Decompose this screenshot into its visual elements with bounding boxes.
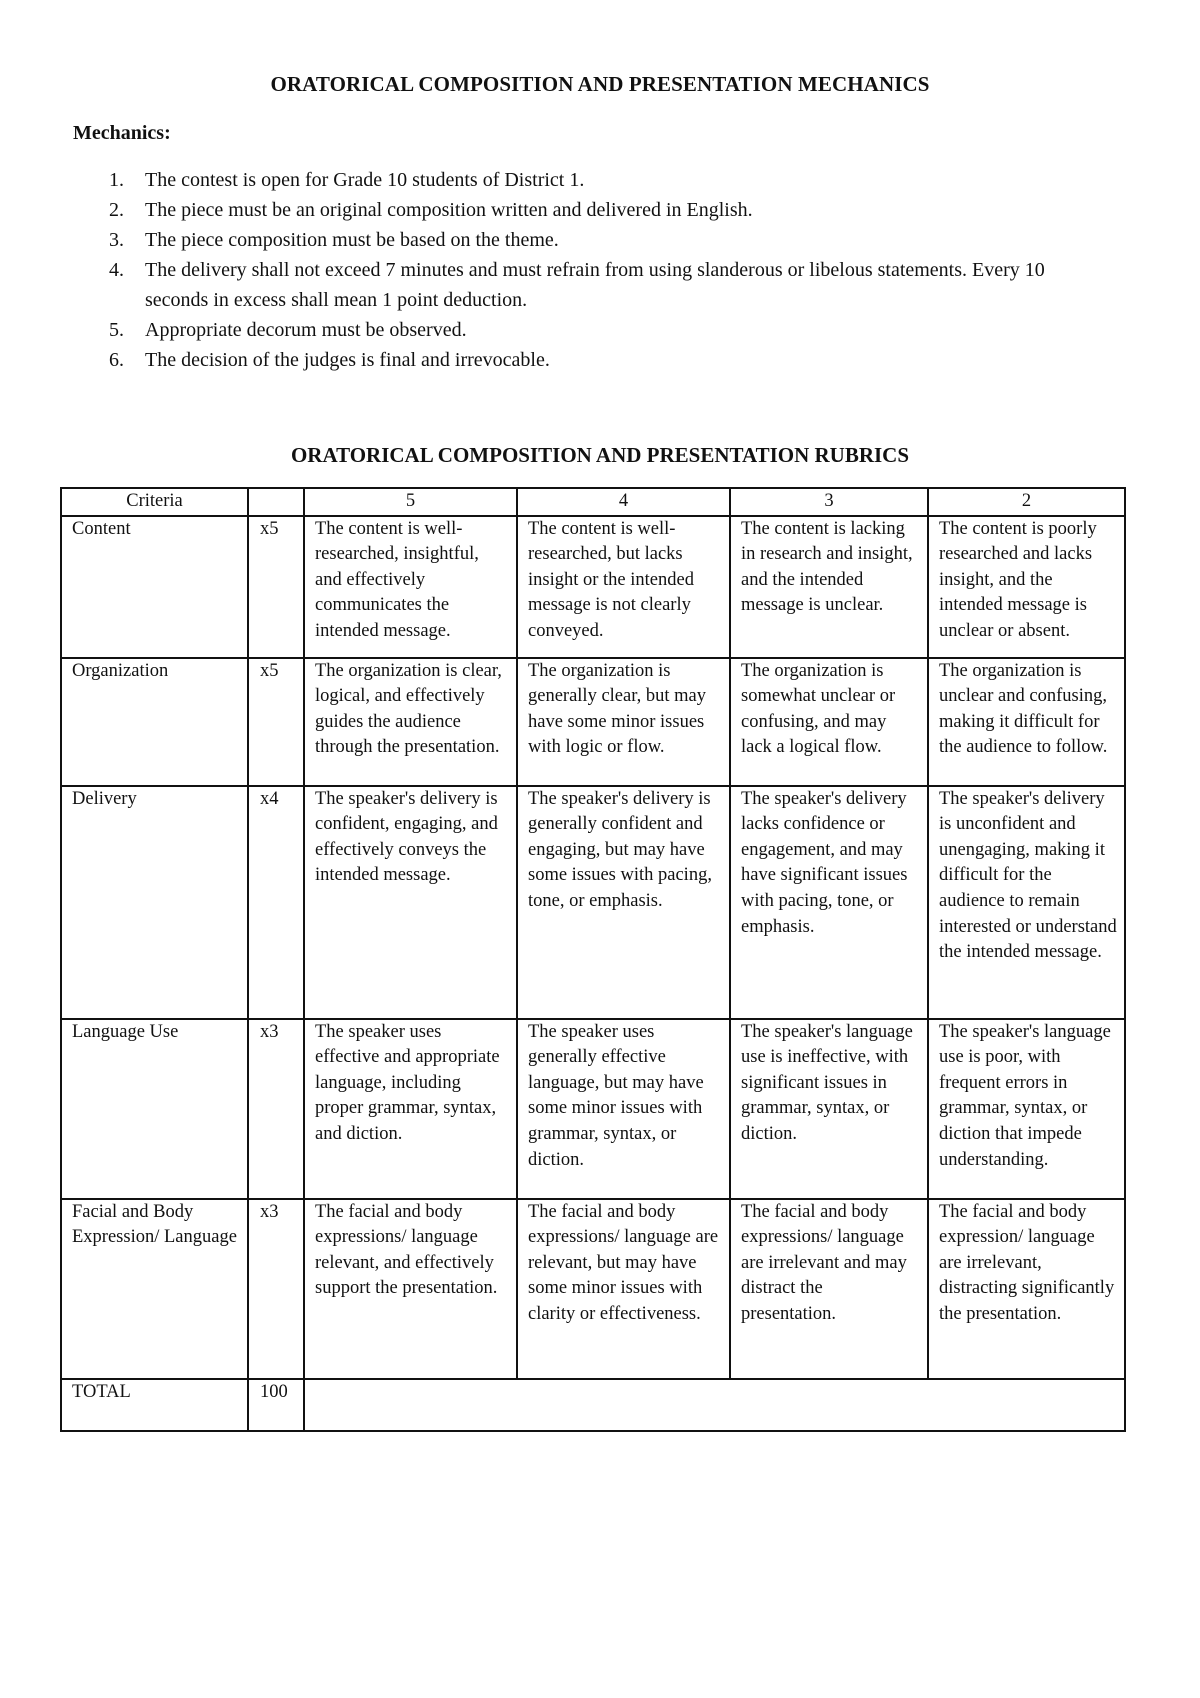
score-3-cell: The organization is somewhat unclear or confusing, and may lack a logical flow. [730, 658, 928, 786]
criteria-cell: Language Use [61, 1019, 248, 1199]
mechanics-item [73, 165, 1073, 195]
mechanics-title: ORATORICAL COMPOSITION AND PRESENTATION MECHANICS [270, 72, 930, 96]
score-5-cell: The speaker's delivery is confident, engaging, and effectively conveys the intended message. [304, 786, 517, 1019]
item-text: The contest is open for Grade 10 students of District 1. [145, 169, 585, 191]
item-number: 5. [109, 319, 124, 341]
score-2-cell: The speaker's delivery is unconfident and unengaging, making it difficult for the audience to remain interested or understand the intended message. [928, 786, 1125, 1019]
header-score-5: 5 [304, 488, 517, 516]
table-row [61, 516, 1125, 658]
table-row [61, 658, 1125, 786]
header-score-4: 4 [517, 488, 730, 516]
score-3-cell: The facial and body expressions/ language are irrelevant and may distract the presentation. [730, 1199, 928, 1379]
criteria-cell: Delivery [61, 786, 248, 1019]
score-2-cell: The organization is unclear and confusing, making it difficult for the audience to follow. [928, 658, 1125, 786]
score-3-cell: The content is lacking in research and insight, and the intended message is unclear. [730, 516, 928, 658]
total-value: 100 [248, 1379, 304, 1431]
rubrics-table [60, 487, 1126, 1432]
item-number: 1. [109, 169, 124, 191]
mechanics-item [73, 345, 1073, 375]
table-header-row [61, 488, 1125, 516]
item-text: The piece must be an original composition written and delivered in English. [145, 199, 753, 221]
table-row [61, 786, 1125, 1019]
header-score-2: 2 [928, 488, 1125, 516]
item-text: The delivery shall not exceed 7 minutes and must refrain from using slanderous or libelous statements. Every 10 seconds in excess shall mean 1 point deduction. [145, 259, 1045, 311]
item-number: 3. [109, 229, 124, 251]
mechanics-item [73, 195, 1073, 225]
item-text: The decision of the judges is final and irrevocable. [145, 349, 550, 371]
multiplier-cell: x5 [248, 516, 304, 658]
item-text: Appropriate decorum must be observed. [145, 319, 467, 341]
table-row [61, 1199, 1125, 1379]
header-score-3: 3 [730, 488, 928, 516]
criteria-cell: Facial and Body Expression/ Language [61, 1199, 248, 1379]
score-2-cell: The facial and body expression/ language are irrelevant, distracting significantly the presentation. [928, 1199, 1125, 1379]
header-criteria: Criteria [61, 488, 248, 516]
criteria-cell: Content [61, 516, 248, 658]
score-4-cell: The content is well-researched, but lacks insight or the intended message is not clearly conveyed. [517, 516, 730, 658]
item-text: The piece composition must be based on the theme. [145, 229, 559, 251]
multiplier-cell: x5 [248, 658, 304, 786]
score-2-cell: The content is poorly researched and lacks insight, and the intended message is unclear or absent. [928, 516, 1125, 658]
multiplier-cell: x3 [248, 1019, 304, 1199]
mechanics-item [73, 225, 1073, 255]
score-3-cell: The speaker's delivery lacks confidence or engagement, and may have significant issues with pacing, tone, or emphasis. [730, 786, 928, 1019]
total-row [61, 1379, 1125, 1431]
mechanics-item [73, 255, 1073, 315]
item-number: 2. [109, 199, 124, 221]
score-4-cell: The speaker uses generally effective language, but may have some minor issues with grammar, syntax, or diction. [517, 1019, 730, 1199]
score-4-cell: The facial and body expressions/ language are relevant, but may have some minor issues with clarity or effectiveness. [517, 1199, 730, 1379]
rubrics-title: ORATORICAL COMPOSITION AND PRESENTATION RUBRICS [290, 443, 910, 467]
criteria-cell: Organization [61, 658, 248, 786]
total-label: TOTAL [61, 1379, 248, 1431]
score-5-cell: The speaker uses effective and appropriate language, including proper grammar, syntax, and diction. [304, 1019, 517, 1199]
mechanics-label: Mechanics: [73, 122, 171, 144]
score-4-cell: The organization is generally clear, but may have some minor issues with logic or flow. [517, 658, 730, 786]
mechanics-item [73, 315, 1073, 345]
score-3-cell: The speaker's language use is ineffective, with significant issues in grammar, syntax, or diction. [730, 1019, 928, 1199]
table-row [61, 1019, 1125, 1199]
item-number: 6. [109, 349, 124, 371]
multiplier-cell: x3 [248, 1199, 304, 1379]
score-5-cell: The content is well-researched, insightful, and effectively communicates the intended message. [304, 516, 517, 658]
multiplier-cell: x4 [248, 786, 304, 1019]
header-multiplier [248, 488, 304, 516]
mechanics-list [73, 165, 1073, 375]
score-5-cell: The facial and body expressions/ language relevant, and effectively support the presentation. [304, 1199, 517, 1379]
item-number: 4. [109, 259, 124, 281]
score-4-cell: The speaker's delivery is generally confident and engaging, but may have some issues with pacing, tone, or emphasis. [517, 786, 730, 1019]
total-empty-cell [304, 1379, 1125, 1431]
score-5-cell: The organization is clear, logical, and effectively guides the audience through the presentation. [304, 658, 517, 786]
score-2-cell: The speaker's language use is poor, with frequent errors in grammar, syntax, or diction that impede understanding. [928, 1019, 1125, 1199]
